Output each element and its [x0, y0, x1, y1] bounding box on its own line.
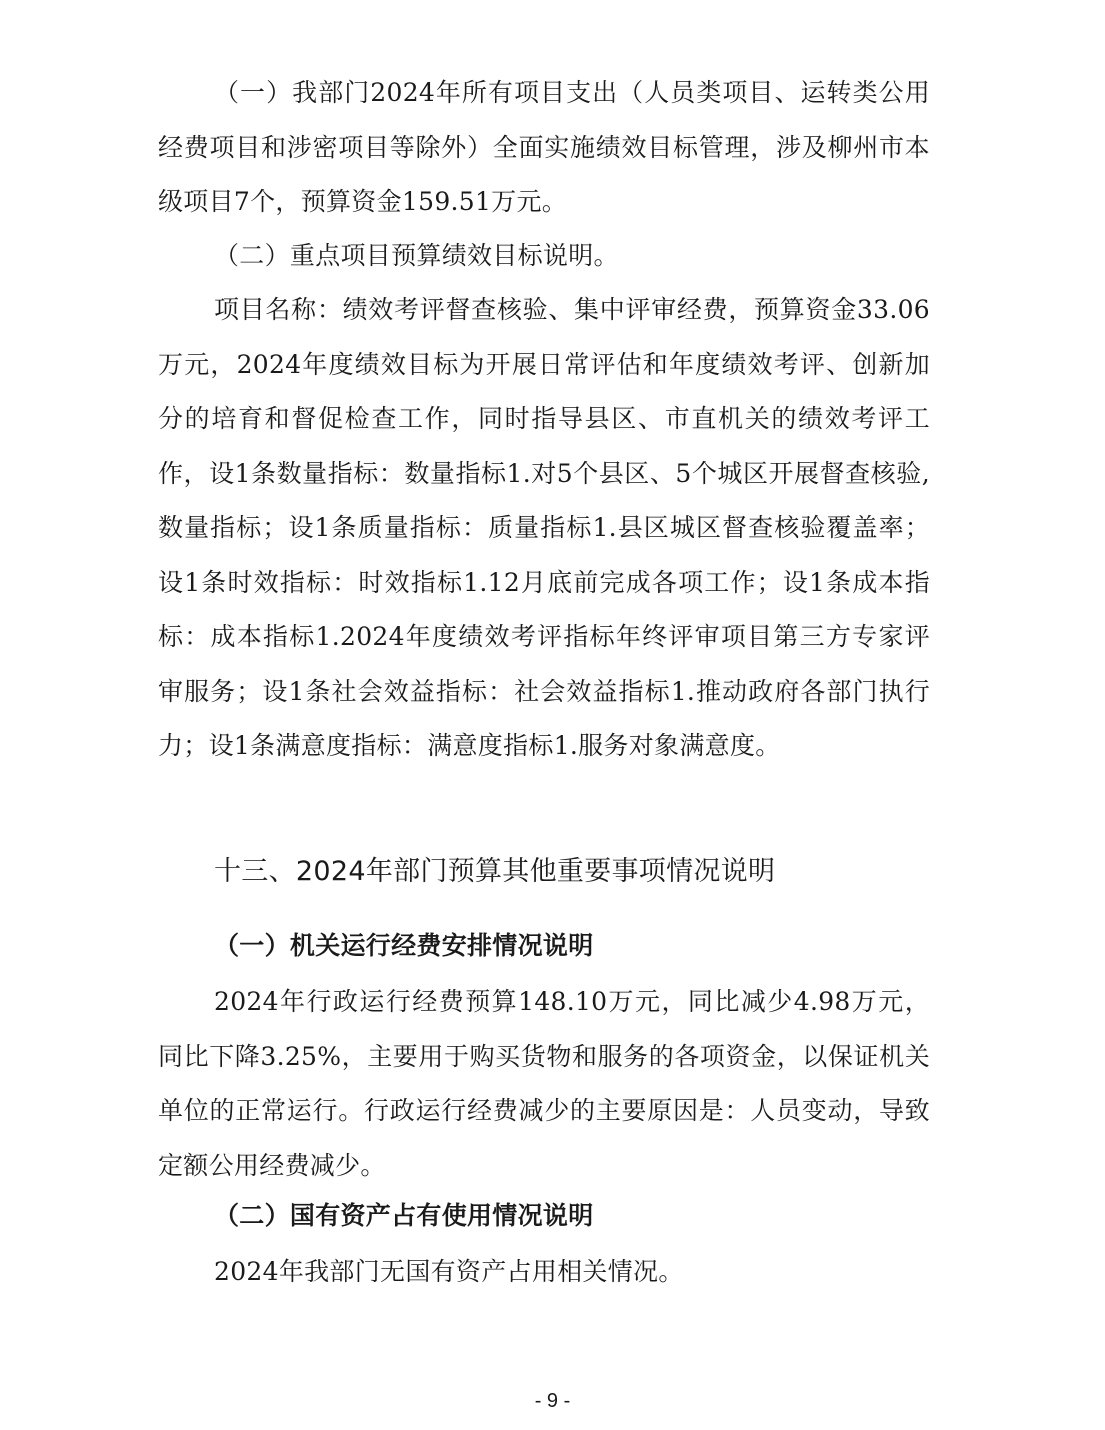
page-number: - 9 - [534, 1390, 571, 1412]
paragraph-operating-funds: 2024年行政运行经费预算148.10万元，同比减少4.98万元，同比下降3.25%，主要用于购买货物和服务的各项资金，以保证机关单位的正常运行。行政运行经费减少的主要原因是：人员变动，导致定额公用经费减少。 [158, 987, 930, 1180]
paragraph-key-project-heading: （二）重点项目预算绩效目标说明。 [214, 241, 619, 270]
subheading-operating-funds: （一）机关运行经费安排情况说明 [214, 931, 594, 960]
section-heading-13: 十三、2024年部门预算其他重要事项情况说明 [214, 856, 776, 887]
paragraph-project-description: 项目名称：绩效考评督查核验、集中评审经费，预算资金33.06万元，2024年度绩效目标为开展日常评估和年度绩效考评、创新加分的培育和督促检查工作，同时指导县区、市直机关的绩效考评工作，设1条数量指标：数量指标1.对5个县区、5个城区开展督查核验,数量指标；设1条质量指标：质量指标1.县区城区督查核验覆盖率；设1条时效指标：时效指标1.12月底前完成各项工作；设1条成本指标：成本指标1.2024年度绩效考评指标年终评审项目第三方专家评审服务；设1条社会效益指标：社会效益指标1.推动政府各部门执行力；设1条满意度指标：满意度指标1.服务对象满意度。 [158, 295, 930, 760]
paragraph-performance-management: （一）我部门2024年所有项目支出（人员类项目、运转类公用经费项目和涉密项目等除外）全面实施绩效目标管理，涉及柳州市本级项目7个，预算资金159.51万元。 [158, 78, 930, 216]
paragraph-state-assets: 2024年我部门无国有资产占用相关情况。 [214, 1257, 684, 1286]
subheading-state-assets: （二）国有资产占有使用情况说明 [214, 1201, 594, 1230]
